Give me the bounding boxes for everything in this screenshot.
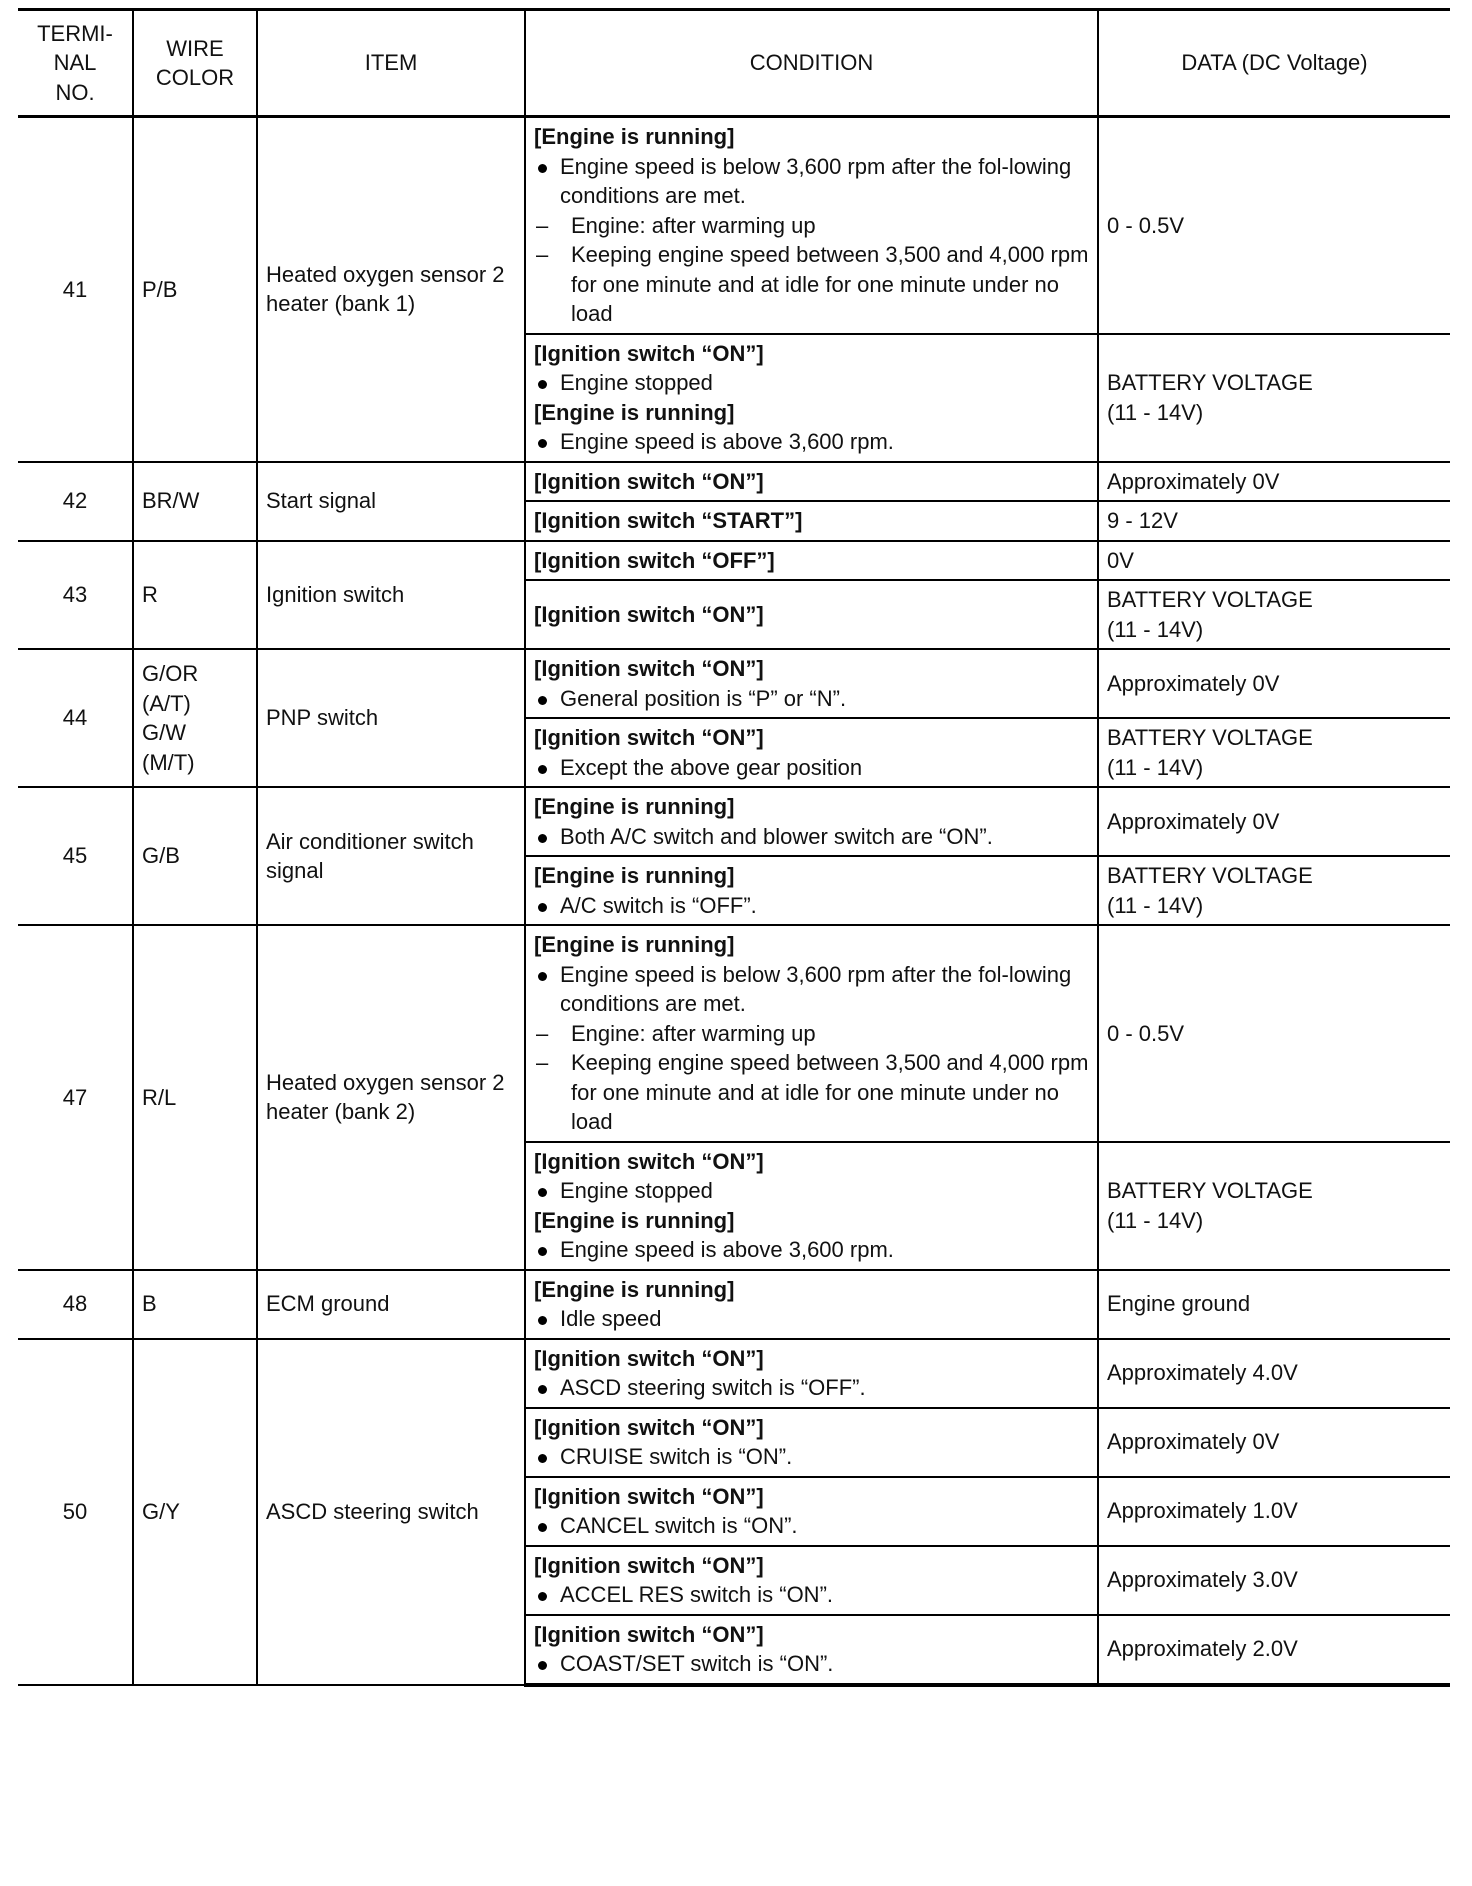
condition-heading: [Engine is running] [534, 1207, 735, 1233]
condition-cell [525, 1270, 1098, 1339]
condition-cell [525, 787, 1098, 856]
condition-cell [525, 541, 1098, 581]
condition-heading: [Ignition switch “ON”] [534, 340, 764, 366]
condition-sub-item: – Keeping engine speed between 3,500 and 4,000 rpm for one minute and at idle for one minute under no load [534, 1048, 1089, 1137]
item-cell: Heated oxygen sensor 2 heater (bank 1) [257, 117, 525, 462]
wire-color-cell [133, 117, 257, 462]
terminal-no-cell: 43 [18, 541, 133, 650]
item-cell: ECM ground [257, 1270, 525, 1339]
condition-heading: [Ignition switch “ON”] [534, 1621, 764, 1647]
terminal-no-cell: 50 [18, 1339, 133, 1685]
condition-heading: [Engine is running] [534, 863, 735, 888]
condition-cell [525, 462, 1098, 502]
condition-cell [525, 334, 1098, 462]
table-header-row [18, 10, 1450, 117]
condition-bullet: Engine stopped [534, 368, 1089, 398]
condition-cell [525, 580, 1098, 649]
header-wire-line: WIRE [166, 35, 224, 61]
header-terminal-no [18, 10, 133, 117]
dc-voltage-cell [1098, 1270, 1450, 1339]
terminal-no-cell: 44 [18, 649, 133, 787]
condition-bullet: ACCEL RES switch is “ON”. [534, 1580, 1089, 1610]
condition-bullet: Engine speed is above 3,600 rpm. [534, 1235, 1089, 1265]
condition-heading: [Ignition switch “ON”] [534, 1483, 764, 1509]
dc-voltage-cell [1098, 501, 1450, 541]
condition-heading: [Engine is running] [534, 1276, 735, 1302]
condition-bullet: Idle speed [534, 1304, 1089, 1334]
condition-heading: [Ignition switch “ON”] [534, 468, 764, 494]
condition-sub-item: – Keeping engine speed between 3,500 and 4,000 rpm for one minute and at idle for one minute under no load [534, 240, 1089, 329]
condition-heading: [Ignition switch “ON”] [534, 1414, 764, 1440]
condition-bullet: A/C switch is “OFF”. [534, 891, 1089, 921]
wire-color-text: G/W [142, 720, 186, 745]
dc-voltage-value: (11 - 14V) [1107, 1207, 1204, 1233]
condition-cell [525, 501, 1098, 541]
dc-voltage-value: (11 - 14V) [1107, 754, 1204, 780]
condition-bullet: Engine speed is below 3,600 rpm after the fol-lowing conditions are met. [534, 152, 1089, 211]
terminal-no-cell: 47 [18, 925, 133, 1270]
dc-voltage-cell [1098, 462, 1450, 502]
condition-bullet: COAST/SET switch is “ON”. [534, 1649, 1089, 1679]
dc-voltage-value: BATTERY VOLTAGE [1107, 587, 1313, 612]
dc-voltage-value: 0V [1107, 547, 1134, 573]
header-terminal-line: NAL [53, 50, 97, 76]
dc-voltage-cell [1098, 1615, 1450, 1685]
dc-voltage-cell [1098, 117, 1450, 334]
condition-bullet: Engine speed is below 3,600 rpm after the fol-lowing conditions are met. [534, 960, 1089, 1019]
condition-heading: [Ignition switch “START”] [534, 508, 803, 533]
condition-heading: [Ignition switch “ON”] [534, 1148, 764, 1174]
condition-cell [525, 649, 1098, 718]
dc-voltage-cell [1098, 718, 1450, 787]
wire-color-text: (M/T) [142, 749, 195, 775]
dc-voltage-cell [1098, 1477, 1450, 1546]
dc-voltage-cell [1098, 856, 1450, 925]
wire-color-text: (A/T) [142, 690, 191, 716]
table-row [18, 1339, 1450, 1408]
header-wire-color [133, 10, 257, 117]
condition-bullet: Engine speed is above 3,600 rpm. [534, 427, 1089, 457]
condition-bullet: General position is “P” or “N”. [534, 684, 1089, 714]
condition-cell [525, 1615, 1098, 1685]
condition-cell [525, 1546, 1098, 1615]
condition-heading: [Engine is running] [534, 399, 735, 425]
table-row [18, 117, 1450, 334]
header-terminal-line: TERMI- [37, 20, 113, 46]
terminal-no-cell: 42 [18, 462, 133, 541]
wire-color-cell [133, 462, 257, 541]
wire-color-text: G/B [142, 843, 180, 869]
table-row [18, 925, 1450, 1142]
condition-bullet: CRUISE switch is “ON”. [534, 1442, 1089, 1472]
dc-voltage-cell [1098, 1546, 1450, 1615]
dc-voltage-value: (11 - 14V) [1107, 399, 1204, 425]
wire-color-cell [133, 925, 257, 1270]
condition-cell [525, 1142, 1098, 1270]
condition-heading: [Ignition switch “ON”] [534, 656, 764, 681]
condition-bullet: Both A/C switch and blower switch are “ON”. [534, 822, 1089, 852]
dc-voltage-value: Approximately 4.0V [1107, 1360, 1298, 1386]
header-data: DATA (DC Voltage) [1098, 10, 1450, 117]
condition-heading: [Engine is running] [534, 124, 735, 149]
dc-voltage-value: BATTERY VOLTAGE [1107, 370, 1313, 395]
dc-voltage-cell [1098, 580, 1450, 649]
condition-cell [525, 1477, 1098, 1546]
dc-voltage-value: (11 - 14V) [1107, 892, 1204, 918]
item-cell: Ignition switch [257, 541, 525, 650]
condition-heading: [Ignition switch “ON”] [534, 1552, 764, 1578]
dc-voltage-value: BATTERY VOLTAGE [1107, 863, 1313, 888]
condition-sub-item: – Engine: after warming up [534, 1019, 1089, 1049]
dc-voltage-value: BATTERY VOLTAGE [1107, 725, 1313, 750]
item-cell: ASCD steering switch [257, 1339, 525, 1685]
dc-voltage-cell [1098, 1339, 1450, 1408]
dc-voltage-value: Approximately 0V [1107, 670, 1280, 696]
wire-color-text: R/L [142, 1084, 177, 1110]
condition-cell [525, 1408, 1098, 1477]
dc-voltage-value: 0 - 0.5V [1107, 212, 1185, 238]
header-wire-line: COLOR [155, 65, 235, 90]
wire-color-cell [133, 1339, 257, 1685]
wire-color-text: R [142, 582, 158, 607]
wire-color-text: G/OR [142, 661, 199, 686]
item-cell: Start signal [257, 462, 525, 541]
dc-voltage-value: Approximately 1.0V [1107, 1498, 1298, 1524]
condition-heading: [Engine is running] [534, 794, 735, 819]
dc-voltage-value: Approximately 0V [1107, 1429, 1280, 1455]
dc-voltage-cell [1098, 787, 1450, 856]
dc-voltage-cell [1098, 925, 1450, 1142]
dc-voltage-value: Approximately 2.0V [1107, 1636, 1298, 1662]
terminal-no-cell: 41 [18, 117, 133, 462]
dc-voltage-cell [1098, 1142, 1450, 1270]
condition-sub-item: – Engine: after warming up [534, 211, 1089, 241]
condition-heading: [Ignition switch “OFF”] [534, 547, 775, 573]
item-cell: Heated oxygen sensor 2 heater (bank 2) [257, 925, 525, 1270]
dc-voltage-value: BATTERY VOLTAGE [1107, 1178, 1313, 1203]
header-condition: CONDITION [525, 10, 1098, 117]
ecm-terminal-table [18, 8, 1450, 1687]
dc-voltage-cell [1098, 649, 1450, 718]
dc-voltage-value: 0 - 0.5V [1107, 1020, 1185, 1046]
ecm-terminal-table-page [18, 8, 1450, 1687]
item-cell: Air conditioner switch signal [257, 787, 525, 925]
wire-color-text: BR/W [142, 488, 200, 514]
table-row [18, 649, 1450, 718]
condition-bullet: Except the above gear position [534, 753, 1089, 783]
condition-cell [525, 925, 1098, 1142]
terminal-no-cell: 45 [18, 787, 133, 925]
condition-heading: [Ignition switch “ON”] [534, 1345, 764, 1371]
condition-heading: [Engine is running] [534, 932, 735, 957]
condition-cell [525, 1339, 1098, 1408]
wire-color-cell [133, 541, 257, 650]
dc-voltage-value: Engine ground [1107, 1291, 1251, 1317]
condition-heading: [Ignition switch “ON”] [534, 725, 764, 750]
wire-color-text: G/Y [142, 1498, 180, 1524]
condition-heading: [Ignition switch “ON”] [534, 601, 764, 627]
condition-cell [525, 117, 1098, 334]
dc-voltage-value: Approximately 0V [1107, 808, 1280, 834]
header-terminal-line: NO. [55, 79, 95, 105]
dc-voltage-cell [1098, 541, 1450, 581]
wire-color-cell [133, 787, 257, 925]
header-item: ITEM [257, 10, 525, 117]
condition-cell [525, 718, 1098, 787]
wire-color-text: B [142, 1291, 157, 1317]
wire-color-text: P/B [142, 276, 178, 302]
dc-voltage-value: 9 - 12V [1107, 508, 1178, 533]
condition-bullet: CANCEL switch is “ON”. [534, 1511, 1089, 1541]
wire-color-cell [133, 649, 257, 787]
table-row [18, 462, 1450, 502]
dc-voltage-value: (11 - 14V) [1107, 616, 1204, 642]
condition-cell [525, 856, 1098, 925]
table-body [18, 117, 1450, 1685]
dc-voltage-value: Approximately 0V [1107, 468, 1280, 494]
item-cell: PNP switch [257, 649, 525, 787]
dc-voltage-cell [1098, 334, 1450, 462]
dc-voltage-value: Approximately 3.0V [1107, 1567, 1298, 1593]
condition-bullet: Engine stopped [534, 1176, 1089, 1206]
condition-bullet: ASCD steering switch is “OFF”. [534, 1373, 1089, 1403]
terminal-no-cell: 48 [18, 1270, 133, 1339]
table-row [18, 541, 1450, 581]
table-row [18, 787, 1450, 856]
dc-voltage-cell [1098, 1408, 1450, 1477]
wire-color-cell [133, 1270, 257, 1339]
table-row [18, 1270, 1450, 1339]
